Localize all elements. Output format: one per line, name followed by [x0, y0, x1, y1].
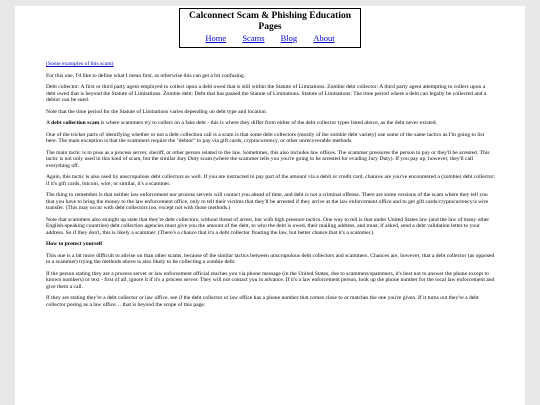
- examples-paragraph: [46, 61, 495, 68]
- protect-heading: [46, 241, 495, 248]
- nav-about-link[interactable]: About: [313, 33, 335, 43]
- page: [15, 6, 525, 405]
- site-nav: [180, 33, 360, 44]
- nav-blog-link[interactable]: Blog: [280, 33, 298, 43]
- scam-def-bold: debt collection scam: [51, 120, 100, 126]
- nav-scams-link[interactable]: Scams: [242, 33, 265, 43]
- main-tactic-paragraph: The main tactic is to pose as a process server, sheriff, or other person related to the law. Sometimes, this also includes law offices. The scammer pressures the person to pay or they'll be arrested. This tactic is not only used in this kind of scam, but the similar Jury Duty scam (where the scammer tells you you're going to be arrested for evading Jury Duty). If you pay up, however, they'll call everything off.: [46, 149, 490, 169]
- scam-def-post: is where scammers try to collect on a fake debt - this is where they differ from either of the debt collector types listed above, as the debt never existed.: [99, 120, 437, 126]
- intro-paragraph: For this one, I'd like to define what I mean first, as otherwise this can get a bit confusing.: [46, 72, 246, 79]
- protect-heading-text: How to protect yourself: [46, 241, 103, 247]
- definitions-paragraph: Debt collector: A first or third party agent employed to collect upon a debt owed that is still within the Statute of Limitations. Zombie debt collector: A third party agent attempting to collect upon a debt owed that is beyond the Statute of Limitations. Zombie debt: Debt that has passed the Statute of Limitations. Statute of Limitations: The time period where a debt can legally be collected and a debtor can be sued.: [46, 84, 487, 103]
- remember-paragraph: The thing to remember is that neither law enforcement nor process servers will contact you ahead of time, and debt is not a criminal offense. There are some versions of the scam where they tell you that you have to bring the money to the law enforcement office, only to tell their victims that they'll be arrested if they arrive at the law enforcement office and to get gift cards/cryptocurrency/a wire transfer. (This may occur with debt collectors too, except not with those methods.): [46, 192, 489, 211]
- protect-intro-paragraph: This one is a bit more difficult to advise on than other scams, because of the similar tactics between unscrupulous debt collectors and scammers. Chances are, however, that a debt collector (as opposed to a scammer) trying the methods above is also likely to be collecting a zombie debt.: [46, 252, 495, 265]
- debt-collector-law-paragraph: Note that scammers also straight up state that they're debt collectors, without threat of arrest, but with high pressure tactics. One way to tell is that under United States law (and the law of many other English-speaking countries) debt collection agencies must give you the amount of the debt, to who the debt is owed, their mailing address, and must, if asked, send a debt validation letter to your address. So if they don't, this is likely a scammer. (There's a chance that it's a debt collector flouting the law, but better chance that it's a scammer.): [46, 216, 490, 236]
- law-office-paragraph: If they are stating they're a debt collector or law office, see if the debt collector or law office has a phone number that comes close to or matches the one you're given. If it turns out they're a debt collector posing as a law office… that is beyond the scope of this page.: [46, 295, 479, 308]
- nav-home-link[interactable]: Home: [205, 33, 227, 43]
- site-header: [179, 8, 361, 48]
- scam-def-pre: A: [46, 120, 52, 126]
- scam-definition-paragraph: [46, 120, 495, 127]
- tricky-parts-paragraph: One of the tricker parts of identifying whether or not a debt collection call is a scam is that some debt collectors (mostly of the zombie debt variety) use some of the same tactics as I'm going to list here. The main exception is that the scammers require the "debtor" to pay via gift cards, cryptocurrency, or other unrecoverable methods.: [46, 131, 485, 144]
- process-server-paragraph: If the person stating they are a process server or law enforcement official reaches you via phone message (in the United States, due to scammers/spammers, it's best not to answer the phone except to known numbers) or text - first of all, ignore it if it's a process server. They will not contact you in advance. If it's a law enforcement person, look up the phone number for the local law enforcement and give them a call.: [46, 270, 495, 290]
- payment-method-paragraph: Again, this tactic is also used by unscrupulous debt collectors as well. If you are instructed to pay part of the amount via a debit or credit card, chances are you've encountered a (zombie) debt collector; if it's gift cards, bitcoin, wire, or similar, it's a scammer.: [46, 174, 495, 187]
- examples-link[interactable]: (Some examples of this scam): [46, 61, 114, 67]
- article-content: [15, 61, 525, 308]
- site-title: Calconnect Scam & Phishing Education Pages: [188, 11, 352, 32]
- statute-note-paragraph: Note that the time period for the Statute of Limitations varies depending on debt type and location.: [46, 108, 268, 115]
